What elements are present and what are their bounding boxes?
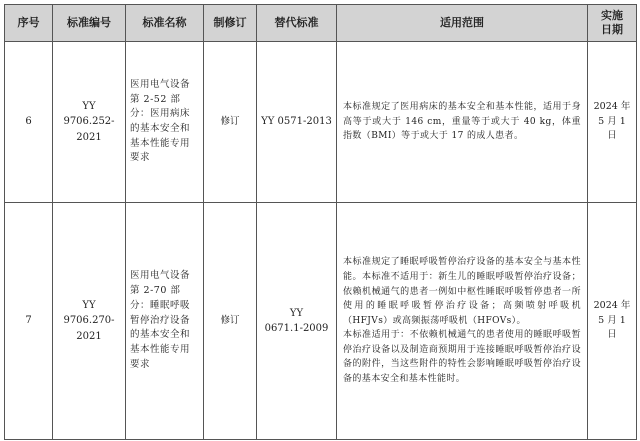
cell-type: 修订: [204, 203, 257, 440]
date-line1: 2024 年: [593, 100, 631, 112]
table-row: [5, 203, 637, 440]
scope-paragraph-2: 本标准适用于：不依赖机械通气的患者使用的睡眠呼吸暂停治疗设备以及制造商预期用于连接睡眠呼吸暂停治疗设备的附件，当这些附件的特性会影响睡眠呼吸暂停治疗设备的基本安全和基本性能时。: [343, 330, 581, 385]
scope-paragraph-1: 本标准规定了睡眠呼吸暂停治疗设备的基本安全与基本性能。本标准不适用于：新生儿的睡眠呼吸暂停治疗设备；依赖机械通气的患者一例如中枢性睡眠呼吸暂停患者一所使用的睡眠呼吸暂停治疗设备；高频喷射呼吸机（HFJVs）或高频振荡呼吸机（HFOVs）。: [343, 257, 581, 326]
date-line2: 5 月 1 日: [598, 314, 626, 341]
header-date-line2: 日期: [601, 23, 623, 36]
cell-date: [588, 203, 637, 440]
header-seq: 序号: [5, 5, 53, 42]
cell-scope: [337, 203, 588, 440]
std-no-line2: 9706.252-2021: [63, 116, 115, 143]
table-row: [5, 42, 637, 203]
cell-replaces: YY 0571-2013: [257, 42, 337, 203]
cell-std-no: [53, 42, 126, 203]
header-replaces: 替代标准: [257, 5, 337, 42]
cell-std-name: 医用电气设备第 2-52 部分：医用病床的基本安全和基本性能专用要求: [126, 42, 204, 203]
cell-std-no: [53, 203, 126, 440]
date-line2: 5 月 1 日: [598, 115, 626, 142]
header-std-name: 标准名称: [126, 5, 204, 42]
replaces-line2: 0671.1-2009: [264, 323, 329, 334]
cell-type: 修订: [204, 42, 257, 203]
cell-replaces: [257, 203, 337, 440]
cell-seq: 7: [5, 203, 53, 440]
std-no-line1: YY: [82, 100, 96, 112]
header-scope: 适用范围: [337, 5, 588, 42]
std-no-line1: YY: [82, 299, 96, 311]
standards-table: [4, 4, 637, 440]
cell-seq: 6: [5, 42, 53, 203]
header-type: 制修订: [204, 5, 257, 42]
cell-std-name: 医用电气设备第 2-70 部分：睡眠呼吸暂停治疗设备的基本安全和基本性能专用要求: [126, 203, 204, 440]
header-std-no: 标准编号: [53, 5, 126, 42]
header-row: [5, 5, 637, 42]
header-date: [588, 5, 637, 42]
std-no-line2: 9706.270-2021: [63, 315, 115, 342]
cell-date: [588, 42, 637, 203]
date-line1: 2024 年: [593, 299, 631, 311]
header-date-line1: 实施: [601, 8, 623, 22]
replaces-line1: YY: [289, 307, 304, 319]
cell-scope: 本标准规定了医用病床的基本安全和基本性能，适用于身高等于或大于 146 cm，重量等于或大于 40 kg，体重指数（BMI）等于或大于 17 的成人患者。: [337, 42, 588, 203]
